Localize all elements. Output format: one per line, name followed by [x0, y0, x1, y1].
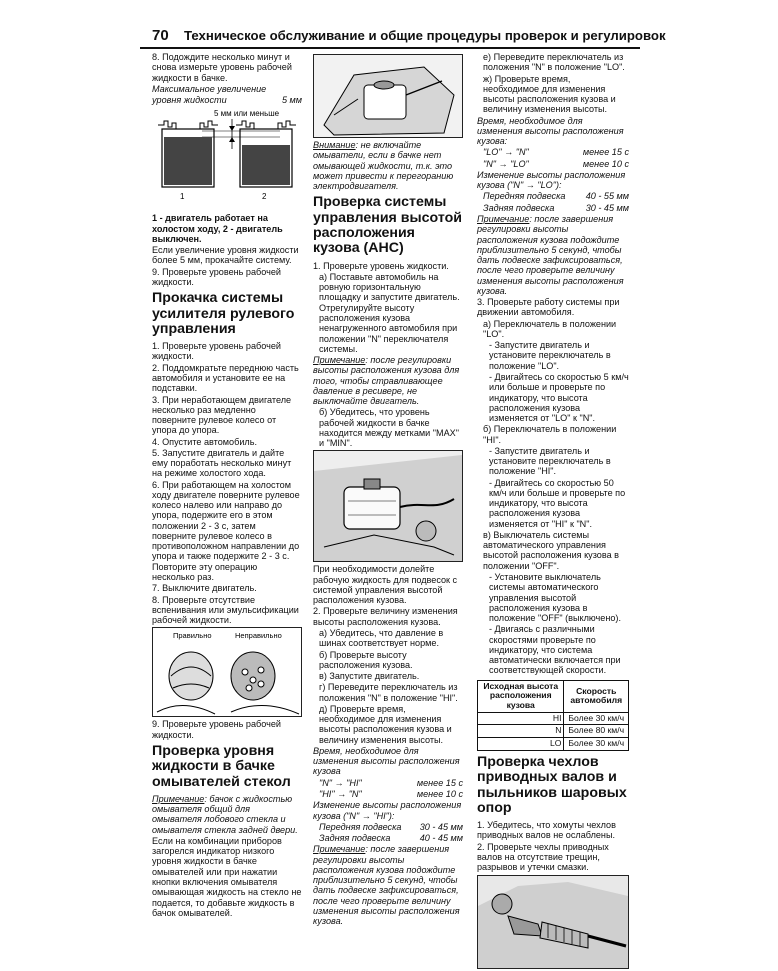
- paragraph: Если на комбинации приборов загорелся индикатор низкого уровня жидкости в бачке омывателей или при нажатии кнопки включения омывателя омывающая жидкость на стекло не подается, то добавьте жидкость в бачок омывателей.: [152, 835, 302, 918]
- dimension-label: 5 мм или меньше: [214, 109, 280, 119]
- spec-label: Задняя подвеска: [483, 202, 555, 213]
- warning-text: : не включайте омыватели, если в бачке нет омывающей жидкости, т.к. это может привести к перегоранию электродвигателя.: [313, 140, 454, 192]
- figure-label-incorrect: Неправильно: [235, 631, 282, 641]
- spec-label: "HI" → "N": [319, 789, 362, 799]
- spec-row: [477, 203, 629, 213]
- substep: - Запустите двигатель и установите переключатель в положение "LO".: [489, 340, 611, 371]
- spec-value: менее 15 с: [582, 147, 629, 158]
- substep: а) Поставьте автомобиль на ровную горизонтальную площадку и запустите двигатель. Отрегулируйте высоту расположения кузова ненагруженного автомобиля при положении "N" переключателя системы.: [319, 271, 460, 354]
- section-heading: Прокачка системы усилителя рулевого управления: [152, 290, 295, 337]
- spec-row: [313, 789, 463, 799]
- step: 5. Запустите двигатель и дайте ему поработать несколько минут на режиме холостого хода.: [152, 447, 292, 479]
- substep: б) Переключатель в положении "HI".: [483, 424, 617, 445]
- engine-bay-drawing: [314, 55, 462, 137]
- spec-row: [477, 159, 629, 169]
- spec-label: Изменение высоты расположения кузова ("N" → "LO"):: [477, 169, 626, 191]
- substep: - Установите выключатель системы автоматического управления высотой расположения кузова в положение "OFF" (выключено).: [489, 572, 621, 624]
- table-cell: HI: [478, 712, 564, 725]
- table-cell: Более 30 км/ч: [564, 712, 629, 725]
- spec-value: 30 - 45 мм: [419, 821, 463, 832]
- page-header: [140, 27, 666, 49]
- driveshaft-boot-figure: [477, 875, 629, 969]
- washer-reservoir-figure: [313, 54, 463, 138]
- spec-label: Изменение высоты расположения кузова ("N" → "HI"):: [313, 800, 462, 821]
- note-text: : после завершения регулировки высоты расположения кузова подождите приблизительно 5 секунд, чтобы дать подвеске зафиксироваться, после чего проверьте величину изменения высоты расположения кузова.: [477, 213, 624, 296]
- substep: - Запустите двигатель и установите переключатель в положение "HI".: [489, 445, 611, 477]
- note: [477, 214, 629, 296]
- column-middle: [313, 52, 463, 927]
- step: 3. Проверьте работу системы при движении автомобиля.: [477, 297, 620, 318]
- substep: ж) Проверьте время, необходимое для изменения высоты расположения кузова и величину изменения высоты.: [483, 73, 616, 115]
- spec-value: 5 мм: [281, 95, 302, 106]
- driveshaft-drawing: [478, 876, 628, 968]
- spec-row: [313, 778, 463, 788]
- figure-label-correct: Правильно: [173, 631, 212, 641]
- spec-value: менее 10 с: [582, 158, 629, 169]
- figure-caption: 1 - двигатель работает на холостом ходу, 2 - двигатель выключен.: [152, 213, 283, 244]
- spec-value: 40 - 45 мм: [419, 833, 463, 844]
- spec-label: Задняя подвеска: [319, 833, 391, 844]
- note: [313, 844, 463, 926]
- step: 4. Опустите автомобиль.: [152, 436, 257, 447]
- warning-label: Внимание: [313, 140, 356, 150]
- note-text: : после регулировки высоты расположения кузова для того, чтобы стравливающее давление в ресивере, не выключайте двигатель.: [313, 355, 460, 407]
- paragraph: Если увеличение уровня жидкости более 5 мм, прокачайте систему.: [152, 245, 299, 266]
- table-row: [478, 712, 629, 725]
- step: 1. Проверьте уровень жидкости.: [313, 260, 449, 271]
- spec-row: [477, 191, 629, 201]
- paragraph: 8. Подождите несколько минут и снова измерьте уровень рабочей жидкости в бачке.: [152, 52, 292, 83]
- spec-label: "LO" → "N": [483, 147, 529, 158]
- step: 9. Проверьте уровень рабочей жидкости.: [152, 719, 281, 740]
- foam-figure: [152, 627, 302, 717]
- section-heading: Проверка системы управления высотой расположения кузова (АНС): [313, 194, 462, 257]
- figure-number: 1: [180, 192, 185, 202]
- note: [152, 794, 302, 835]
- note-text: : бачок с жидкостью омывателя общий для омывателя лобового стекла и омывателя стекла задней двери.: [152, 793, 298, 835]
- ahc-reservoir-drawing: [314, 451, 462, 561]
- table-cell: Более 80 км/ч: [564, 725, 629, 738]
- substep: в) Выключатель системы автоматического управления высотой расположения кузова в положении "OFF".: [483, 529, 619, 571]
- substep: - Двигаясь с различными скоростями проверьте по индикатору, что система автоматически включается при соответствующей скорости.: [489, 624, 621, 676]
- spec-value: 40 - 55 мм: [585, 191, 629, 202]
- substep: е) Переведите переключатель из положения "N" в положение "LO".: [483, 52, 625, 73]
- table-header: Исходная высота расположения кузова: [478, 680, 564, 712]
- paragraph: При необходимости долейте рабочую жидкость для подвесок с системой управления высотой расположения кузова.: [313, 564, 458, 606]
- spec-label: Передняя подвеска: [319, 821, 402, 832]
- table-header: Скорость автомобиля: [564, 680, 629, 712]
- note-text: : после завершения регулировки высоты расположения кузова подождите приблизительно 5 секунд, чтобы дать подвеске зафиксироваться, после чего проверьте величину изменения высоты расположения кузова.: [313, 844, 460, 927]
- page-number: 70: [152, 27, 169, 44]
- page-title: Техническое обслуживание и общие процедуры проверок и регулировок: [184, 28, 666, 43]
- reservoir-figure: [313, 450, 463, 562]
- figure-number: 2: [262, 192, 267, 202]
- spec-label: "N" → "HI": [319, 777, 362, 788]
- step: 7. Выключите двигатель.: [152, 583, 257, 594]
- column-right: [477, 52, 629, 971]
- substep: - Двигайтесь со скоростью 5 км/ч или больше и проверьте по индикатору, что высота расположения кузова изменяется от "LO" к "N".: [489, 371, 629, 424]
- foam-diagram: [153, 628, 301, 716]
- speed-table: [477, 680, 629, 751]
- section-heading: Проверка чехлов приводных валов и пыльников шаровых опор: [477, 753, 627, 816]
- spec-row: [152, 95, 302, 105]
- section-heading: Проверка уровня жидкости в бачке омывателей стекол: [152, 742, 291, 790]
- substep: а) Переключатель в положении "LO".: [483, 318, 617, 339]
- substep: в) Запустите двигатель.: [319, 671, 420, 682]
- table-cell: Более 30 км/ч: [564, 738, 629, 751]
- step: 2. Поддомкратьте переднюю часть автомобиля и установите ее на подставки.: [152, 362, 299, 394]
- step: 6. При работающем на холостом ходу двигателе поверните рулевое колесо налево или направо до упора, подержите его в этом положении 2 - 3 с, затем поверните рулевое колесо в противоположном направлении до упора и также подержите 2 - 3 с. Повторите эту операцию несколько раз.: [152, 479, 300, 583]
- spec-label: уровня жидкости: [152, 95, 227, 106]
- spec-label: Максимальное увеличение: [152, 83, 267, 94]
- step: 3. При неработающем двигателе несколько раз медленно поверните рулевое колесо от упора до упора.: [152, 394, 292, 436]
- table-header-row: [478, 680, 629, 712]
- paragraph: 9. Проверьте уровень рабочей жидкости.: [152, 266, 281, 287]
- reservoir-diagram: [152, 107, 302, 211]
- step: 1. Проверьте уровень рабочей жидкости.: [152, 341, 281, 362]
- spec-row: [313, 822, 463, 832]
- spec-label: "N" → "LO": [483, 158, 529, 169]
- table-row: [478, 725, 629, 738]
- note-label: Примечание: [313, 844, 366, 855]
- substep: б) Проверьте высоту расположения кузова.: [319, 649, 413, 670]
- step: 8. Проверьте отсутствие вспенивания или эмульсификации рабочей жидкости.: [152, 594, 299, 626]
- spec-label: Передняя подвеска: [483, 191, 566, 202]
- note-label: Примечание: [477, 213, 530, 224]
- spec-row: [477, 147, 629, 157]
- fluid-level-figure: [152, 107, 302, 211]
- substep: д) Проверьте время, необходимое для изменения высоты расположения кузова и величину изменения высоты.: [319, 703, 452, 745]
- table-cell: LO: [478, 738, 564, 751]
- note-label: Примечание: [152, 793, 205, 804]
- step: 1. Убедитесь, что хомуты чехлов приводных валов не ослаблены.: [477, 820, 616, 841]
- column-left: [152, 52, 302, 919]
- substep: а) Убедитесь, что давление в шинах соответствует норме.: [319, 628, 444, 649]
- substep: б) Убедитесь, что уровень рабочей жидкости в бачке находится между метками "MAX" и "MIN".: [319, 407, 459, 449]
- note: [313, 355, 463, 406]
- spec-value: менее 15 с: [416, 777, 463, 788]
- table-cell: N: [478, 725, 564, 738]
- step: 2. Проверьте чехлы приводных валов на отсутствие трещин, разрывов и утечки смазки.: [477, 841, 609, 873]
- table-row: [478, 738, 629, 751]
- substep: - Двигайтесь со скоростью 50 км/ч или больше и проверьте по индикатору, что высота расположения кузова изменяется от "HI" к "N".: [489, 477, 626, 529]
- note-label: Примечание: [313, 355, 366, 366]
- spec-label: Время, необходимое для изменения высоты расположения кузова: [313, 745, 460, 777]
- spec-row: [313, 833, 463, 843]
- warning: [313, 140, 463, 191]
- spec-value: 30 - 45 мм: [585, 202, 629, 213]
- spec-label: Время, необходимое для изменения высоты расположения кузова:: [477, 115, 624, 147]
- substep: г) Переведите переключатель из положения "N" в положение "HI".: [319, 682, 458, 703]
- step: 2. Проверьте величину изменения высоты расположения кузова.: [313, 606, 458, 627]
- spec-value: менее 10 с: [416, 789, 463, 799]
